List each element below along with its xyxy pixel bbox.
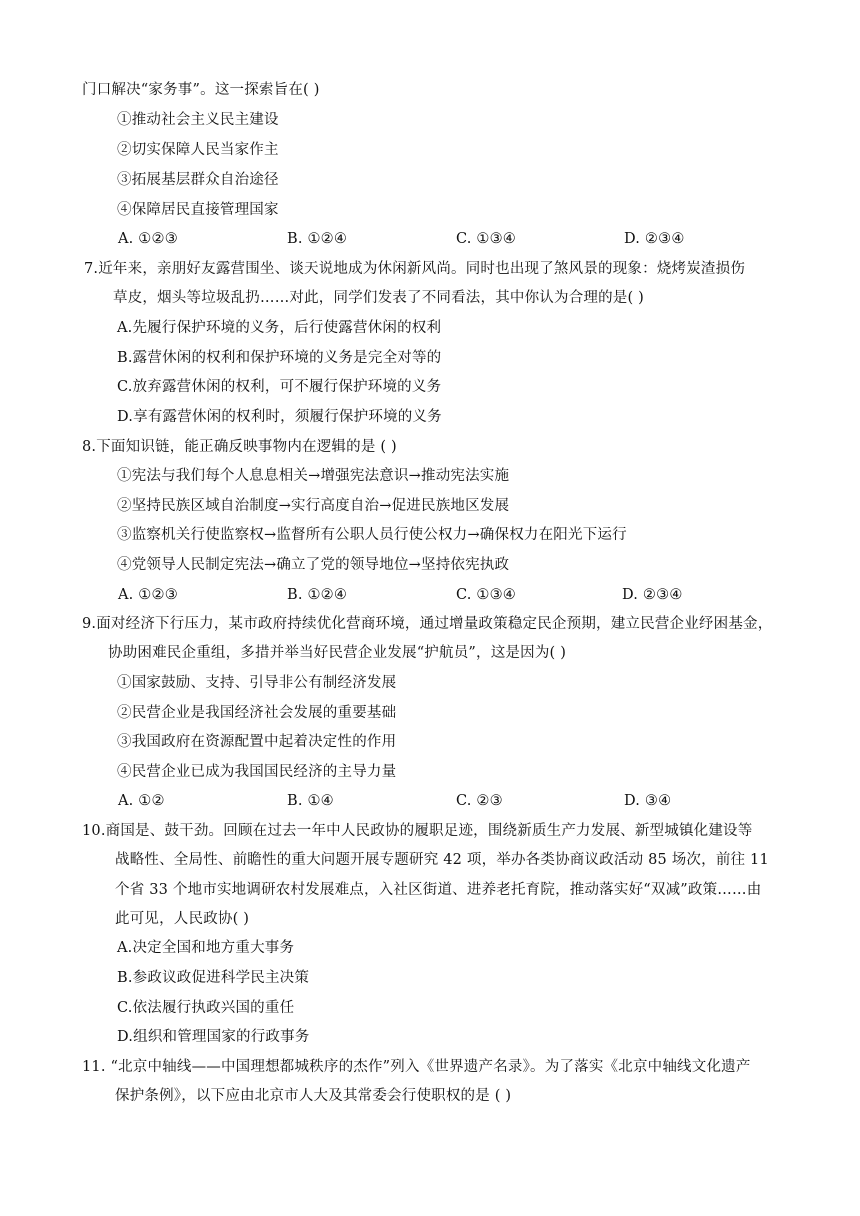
q8-option-c: C. ①③④: [456, 587, 516, 603]
q11-stem-line-1: 11. “北京中轴线——中国理想都城秩序的杰作”列入《世界遗产名录》。为了落实《北京中轴线文化遗产: [82, 1059, 751, 1075]
q11-stem-line-2: 保护条例》，以下应由北京市人大及其常委会行使职权的是 ( ): [115, 1088, 512, 1104]
q7-option-a: A.先履行保护环境的义务，后行使露营休闲的权利: [117, 320, 442, 336]
q8-option-b: B. ①②④: [287, 587, 348, 603]
q6-option-c: C. ①③④: [456, 231, 516, 247]
q10-stem-line-3: 个省 33 个地市实地调研农村发展难点，入社区街道、进养老托育院，推动落实好“双减”政策……由: [115, 882, 762, 898]
q6-item-1: ①推动社会主义民主建设: [117, 112, 279, 128]
q10-option-a: A.决定全国和地方重大事务: [117, 940, 295, 956]
q6-option-a: A. ①②③: [118, 231, 178, 247]
q7-option-c: C.放弃露营休闲的权利，可不履行保护环境的义务: [117, 379, 442, 395]
q8-item-1: ①宪法与我们每个人息息相关→增强宪法意识→推动宪法实施: [117, 468, 510, 484]
q9-item-1: ①国家鼓励、支持、引导非公有制经济发展: [117, 675, 397, 691]
q6-option-d: D. ②③④: [624, 231, 685, 247]
q6-item-2: ②切实保障人民当家作主: [117, 142, 279, 158]
q10-option-b: B.参政议政促进科学民主决策: [117, 970, 310, 986]
q9-stem-line-1: 9.面对经济下行压力，某市政府持续优化营商环境，通过增量政策稳定民企预期，建立民营企业纾困基金，: [82, 616, 773, 632]
q7-option-d: D.享有露营休闲的权利时，须履行保护环境的义务: [117, 409, 442, 425]
q6-item-3: ③拓展基层群众自治途径: [117, 172, 279, 188]
q6-stem-tail: 门口解决“家务事”。这一探索旨在( ): [82, 82, 320, 98]
q9-item-2: ②民营企业是我国经济社会发展的重要基础: [117, 705, 397, 721]
q9-option-a: A. ①②: [118, 793, 165, 809]
q7-stem-line-2: 草皮，烟头等垃圾乱扔……对此，同学们发表了不同看法，其中你认为合理的是( ): [113, 290, 645, 306]
q9-option-d: D. ③④: [624, 793, 672, 809]
q10-option-c: C.依法履行执政兴国的重任: [117, 1000, 295, 1016]
q8-option-a: A. ①②③: [118, 587, 178, 603]
q10-stem-line-1: 10.商国是、鼓干劲。回顾在过去一年中人民政协的履职足迹，围绕新质生产力发展、新型城镇化建设等: [82, 823, 753, 839]
q7-stem-line-1: 7.近年来，亲朋好友露营围坐、谈天说地成为休闲新风尚。同时也出现了煞风景的现象：烧烤炭渣损伤: [84, 261, 746, 277]
q7-option-b: B.露营休闲的权利和保护环境的义务是完全对等的: [117, 350, 442, 366]
q8-option-d: D. ②③④: [622, 587, 683, 603]
q8-stem: 8.下面知识链，能正确反映事物内在逻辑的是 ( ): [82, 439, 397, 455]
q8-item-3: ③监察机关行使监察权→监督所有公职人员行使公权力→确保权力在阳光下运行: [117, 527, 627, 543]
q10-option-d: D.组织和管理国家的行政事务: [117, 1029, 310, 1045]
q9-option-b: B. ①④: [287, 793, 334, 809]
q9-option-c: C. ②③: [456, 793, 503, 809]
q6-item-4: ④保障居民直接管理国家: [117, 202, 279, 218]
q9-stem-line-2: 协助困难民企重组，多措并举当好民营企业发展“护航员”，这是因为( ): [108, 645, 567, 661]
q10-stem-line-2: 战略性、全局性、前瞻性的重大问题开展专题研究 42 项，举办各类协商议政活动 85 场次，前往 11: [115, 852, 769, 868]
q6-option-b: B. ①②④: [287, 231, 348, 247]
q9-item-4: ④民营企业已成为我国国民经济的主导力量: [117, 764, 397, 780]
q8-item-4: ④党领导人民制定宪法→确立了党的领导地位→坚持依宪执政: [117, 557, 510, 573]
q8-item-2: ②坚持民族区域自治制度→实行高度自治→促进民族地区发展: [117, 498, 510, 514]
q10-stem-line-4: 此可见，人民政协( ): [115, 911, 250, 927]
q9-item-3: ③我国政府在资源配置中起着决定性的作用: [117, 734, 397, 750]
